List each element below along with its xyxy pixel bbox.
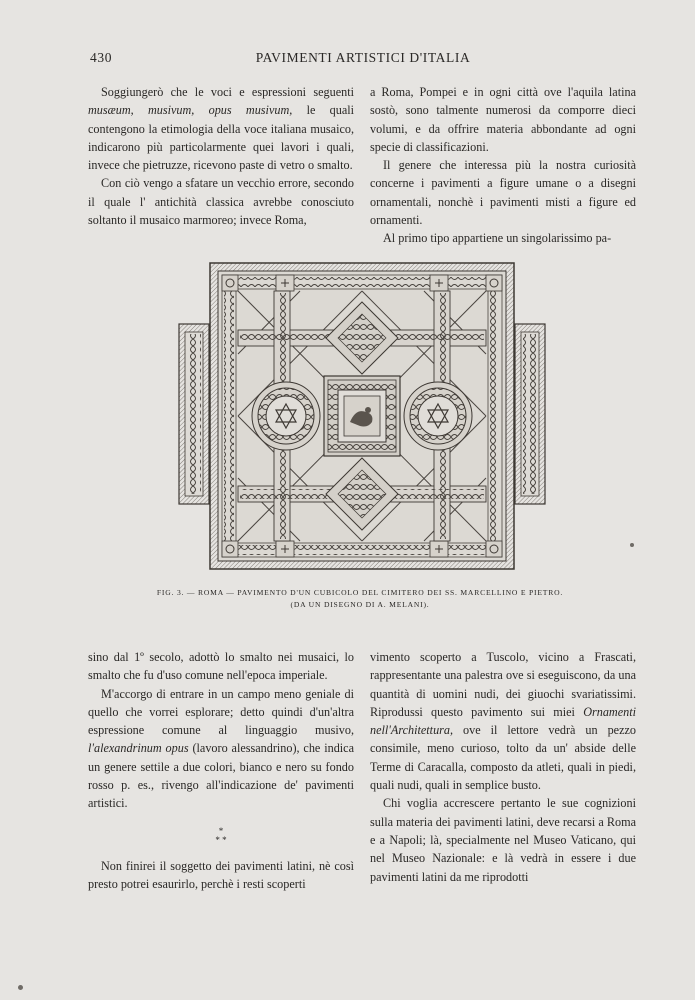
section-break-asterism: * * * [215, 825, 227, 845]
caption-credit: (DA UN DISEGNO DI A. MELANI). [290, 600, 430, 609]
paragraph: Chi voglia accrescere pertanto le sue cognizioni sulla materia dei pavimenti latini, deve recarsi a Roma e a Napoli; là, specialmente nel Museo Vaticano, qui nel Museo Nazionale: e là vedrà in essere i due pavimenti latini da me riprodotti [370, 796, 636, 884]
italic-term: musæum, musivum, opus musivum, [88, 103, 293, 118]
text-column-bottom-right [370, 648, 636, 886]
text-run: ove il lettore vedrà un pezzo consimile, meno curioso, tolto da un' abside delle Terme di Caracalla, composto da atleti, quali in piedi, quali nudi, quali in semplice busto. [370, 723, 636, 793]
text-run: M'accorgo di entrare in un campo meno geniale di quello che vorrei esplorare; detto quindi d'un'altra espressione comune al linguaggio musivo, [88, 686, 354, 738]
paper-speck [18, 985, 23, 990]
text-run: vimento scoperto a Tuscolo, vicino a Frascati, rappresentante una palestra ove si eseguiscono, da una quantità di uomini nudi, dei giuochi svariatissimi. Riprodussi questo pavimento sui miei [370, 650, 636, 719]
right-wing-panel [515, 324, 545, 504]
caption-line: FIG. 3. — ROMA — PAVIMENTO D'UN CUBICOLO DEL CIMITERO DEI SS. MARCELLINO E PIETRO. [156, 588, 564, 597]
figure-caption [120, 587, 600, 611]
page-number: 430 [90, 50, 113, 65]
paragraph [88, 685, 354, 813]
paper-speck [630, 543, 634, 547]
paragraph [88, 83, 354, 174]
paragraph: Al primo tipo appartiene un singolarissimo pa- [383, 231, 612, 246]
running-title: PAVIMENTI ARTISTICI D'ITALIA [255, 50, 471, 65]
paragraph [370, 648, 636, 794]
text-column-top-left [88, 83, 354, 229]
paragraph: Il genere che interessa più la nostra curiosità concerne i pavimenti a figure umane o a disegni ornamentali, nonchè i pavimenti misti a figure ed ornamenti. [370, 158, 636, 228]
text-column-bottom-left [88, 648, 354, 893]
text-run: le quali contengono la etimologia della voce italiana musaico, indicarono più particolarmente quei lavori i quali, invece che pietruzze, ricevono paste di vetro o smalto. [88, 103, 354, 173]
left-wing-panel [179, 324, 209, 504]
text-run: (lavoro alessandrino), che indica un genere settile a due colori, bianco e nero su fondo rosso p. es., rivengo all'indicazione de' pavimenti artistici. [88, 741, 354, 811]
mosaic-floor-drawing [178, 262, 546, 572]
italic-term: l'alexandrinum opus [88, 741, 189, 756]
text-column-top-right [370, 83, 636, 248]
paragraph: Non finirei il soggetto dei pavimenti latini, nè così presto potrei esaurirlo, perchè i resti scoperti [88, 858, 354, 891]
paragraph: Con ciò vengo a sfatare un vecchio errore, secondo il quale l' antichità classica avrebbe conosciuto soltanto il musaico marmoreo; invece Roma, [88, 176, 354, 228]
italic-term: Ornamenti nell'Architettura, [370, 704, 636, 738]
running-header [90, 50, 636, 70]
paragraph: sino dal 1º secolo, adottò lo smalto nei musaici, lo smalto che fu d'uso comune nell'epoca imperiale. [88, 650, 354, 683]
text-run: Soggiungerò che le voci e espressioni seguenti [101, 85, 354, 99]
paragraph: a Roma, Pompei e in ogni città ove l'aquila latina sostò, sono talmente numerosi da comporre dieci volumi, e da offrire materia abbondante ad ogni specie di classificazioni. [370, 85, 636, 154]
mosaic-main-square [210, 263, 514, 569]
